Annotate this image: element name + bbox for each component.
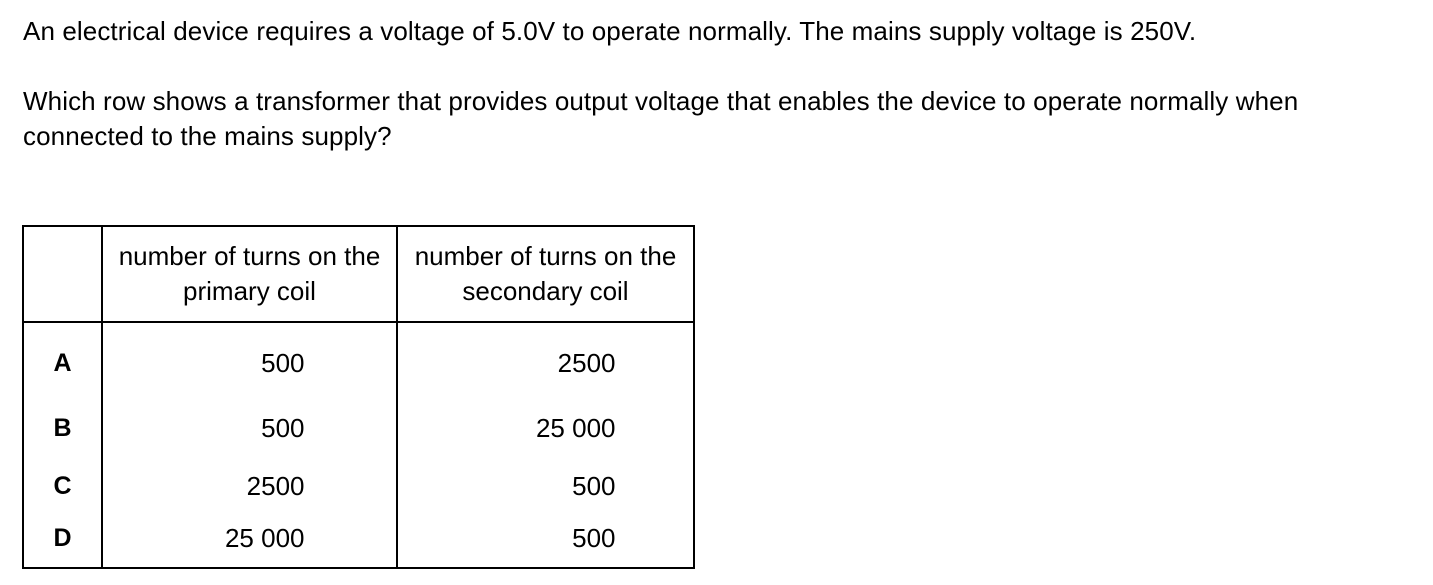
secondary-turns-cell (397, 515, 694, 568)
row-letter: D (23, 515, 102, 568)
header-letter-cell (23, 226, 102, 322)
primary-turns: 25 000 (224, 522, 305, 553)
primary-turns: 500 (261, 412, 305, 443)
primary-turns-cell (102, 399, 397, 457)
header-secondary-coil: number of turns on the secondary coil (397, 226, 694, 322)
primary-turns-cell (102, 515, 397, 568)
table-row (23, 515, 694, 568)
row-letter: A (23, 322, 102, 399)
question-paragraph-2: Which row shows a transformer that provides output voltage that enables the device to operate normally when connected to the mains supply? (23, 86, 1299, 151)
secondary-turns: 500 (572, 522, 616, 553)
row-letter: B (23, 399, 102, 457)
secondary-turns: 2500 (557, 347, 616, 378)
secondary-turns-cell (397, 322, 694, 399)
primary-turns-cell (102, 457, 397, 515)
secondary-turns-cell (397, 457, 694, 515)
secondary-turns: 500 (572, 470, 616, 501)
primary-turns: 500 (261, 347, 305, 378)
question-text (23, 14, 1383, 154)
question-paragraph-1: An electrical device requires a voltage of 5.0V to operate normally. The mains supply voltage is 250V. (23, 16, 1197, 46)
secondary-turns: 25 000 (535, 412, 616, 443)
table-row (23, 322, 694, 399)
table-header-row (23, 226, 694, 322)
secondary-turns-cell (397, 399, 694, 457)
primary-turns-cell (102, 322, 397, 399)
table-row (23, 457, 694, 515)
row-letter: C (23, 457, 102, 515)
header-primary-coil: number of turns on the primary coil (102, 226, 397, 322)
table-row (23, 399, 694, 457)
primary-turns: 2500 (246, 470, 305, 501)
options-table (22, 225, 695, 569)
